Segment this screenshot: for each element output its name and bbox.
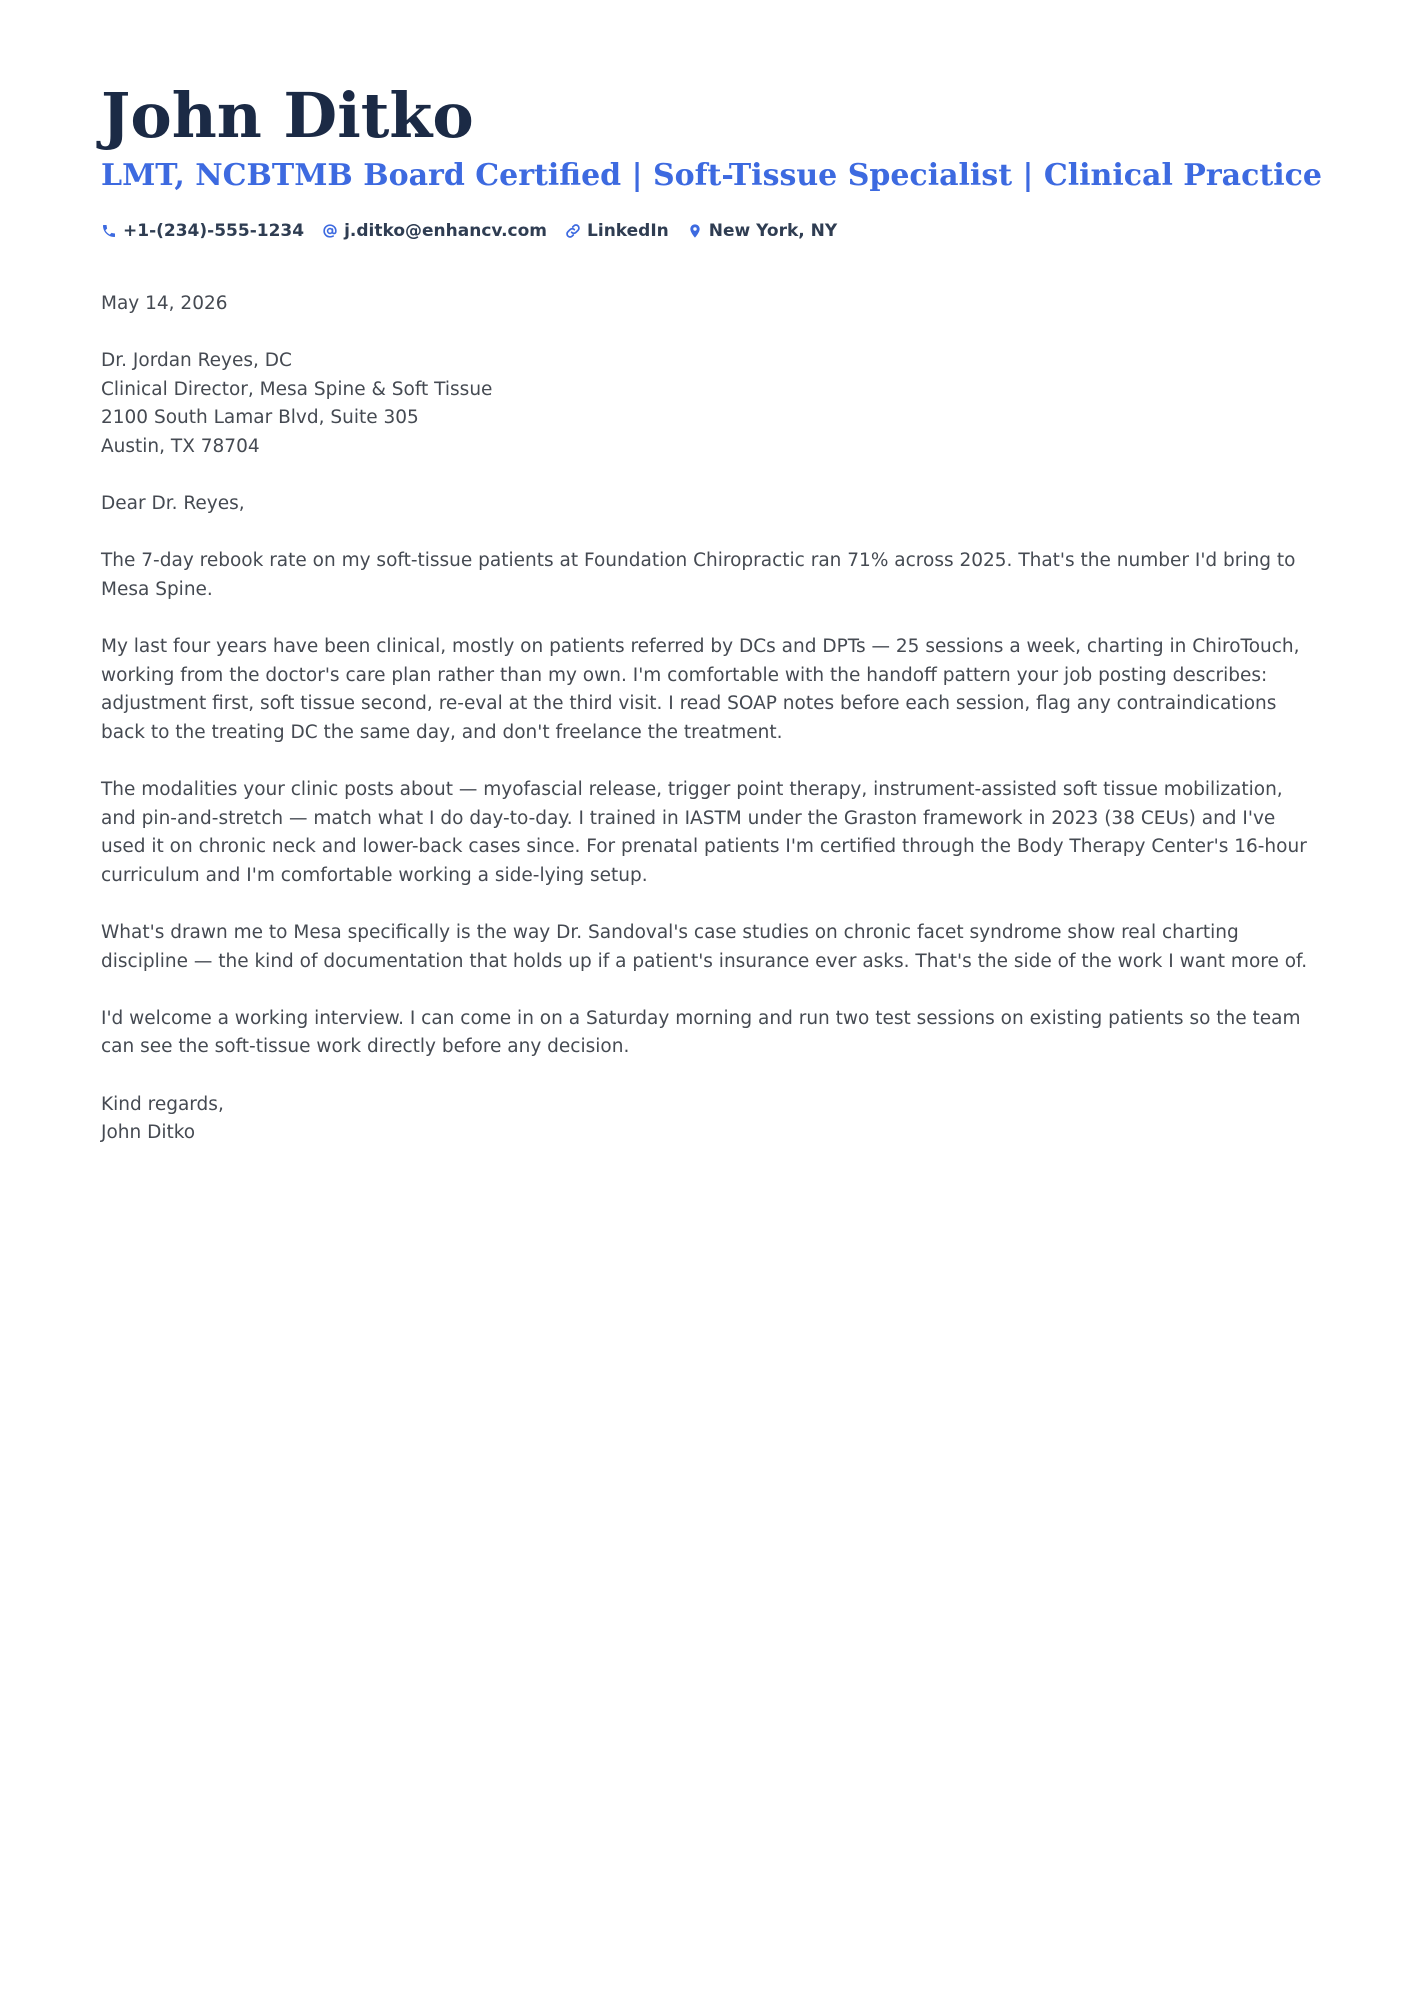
map-pin-icon — [687, 223, 703, 239]
at-sign-icon — [322, 223, 338, 239]
contact-phone — [101, 221, 304, 241]
body-paragraph: What's drawn me to Mesa specifically is the way Dr. Sandoval's case studies on chronic facet syndrome show real charting discipline — the kind of documentation that holds up if a patient's insurance ever asks. That's the side of the work I want more of. — [101, 922, 1308, 972]
contact-location — [687, 221, 837, 241]
recipient-block — [101, 347, 1321, 461]
contact-email-text[interactable]: j.ditko@enhancv.com — [344, 221, 548, 241]
contact-bar — [101, 216, 855, 246]
body-paragraph: I'd welcome a working interview. I can come in on a Saturday morning and run two test sessions on existing patients so the team can see the soft-tissue work directly before any decision. — [101, 1007, 1301, 1058]
body-paragraph: The 7-day rebook rate on my soft-tissue patients at Foundation Chiropractic ran 71% across 2025. That's the number I'd bring to Mesa Spine. — [101, 550, 1296, 600]
recipient-name: Dr. Jordan Reyes, DC — [101, 350, 292, 372]
body-paragraph: The modalities your clinic posts about — myofascial release, trigger point therapy, instrument-assisted soft tissue mobilization, and pin-and-stretch — match what I do day-to-day. I trained in IASTM under the Graston framework in 2023 (38 CEUs) and I've used it on chronic neck and lower-back cases since. For prenatal patients I'm certified through the Body Therapy Center's 16-hour curriculum and I'm comfortable working a side-lying setup. — [101, 779, 1307, 886]
recipient-city: Austin, TX 78704 — [101, 435, 260, 457]
applicant-name: John Ditko — [101, 79, 474, 152]
contact-phone-text: +1-(234)-555-1234 — [123, 221, 305, 241]
recipient-title: Clinical Director, Mesa Spine & Soft Tissue — [101, 378, 493, 400]
phone-icon — [101, 223, 117, 239]
link-icon — [565, 223, 581, 239]
signature: John Ditko — [101, 1122, 196, 1144]
sign-off — [101, 1091, 1321, 1148]
contact-email[interactable] — [322, 221, 547, 241]
closing: Kind regards, — [101, 1093, 224, 1115]
letter-body — [101, 290, 1321, 1176]
salutation: Dear Dr. Reyes, — [101, 493, 245, 515]
body-paragraph: My last four years have been clinical, mostly on patients referred by DCs and DPTs — 25 sessions a week, charting in ChiroTouch, working from the doctor's care plan rather than my own. I'm comfortable with the handoff pattern your job posting describes: adjustment first, soft tissue second, re-eval at the third visit. I read SOAP notes before each session, flag any contraindications back to the treating DC the same day, and don't freelance the treatment. — [101, 636, 1300, 743]
contact-linkedin[interactable] — [565, 221, 669, 241]
applicant-headline: LMT, NCBTMB Board Certified | Soft-Tissue Specialist | Clinical Practice — [101, 158, 1322, 193]
contact-location-text: New York, NY — [708, 221, 838, 241]
recipient-street: 2100 South Lamar Blvd, Suite 305 — [101, 407, 419, 429]
letter-date: May 14, 2026 — [101, 293, 228, 314]
contact-linkedin-text[interactable]: LinkedIn — [587, 221, 669, 241]
